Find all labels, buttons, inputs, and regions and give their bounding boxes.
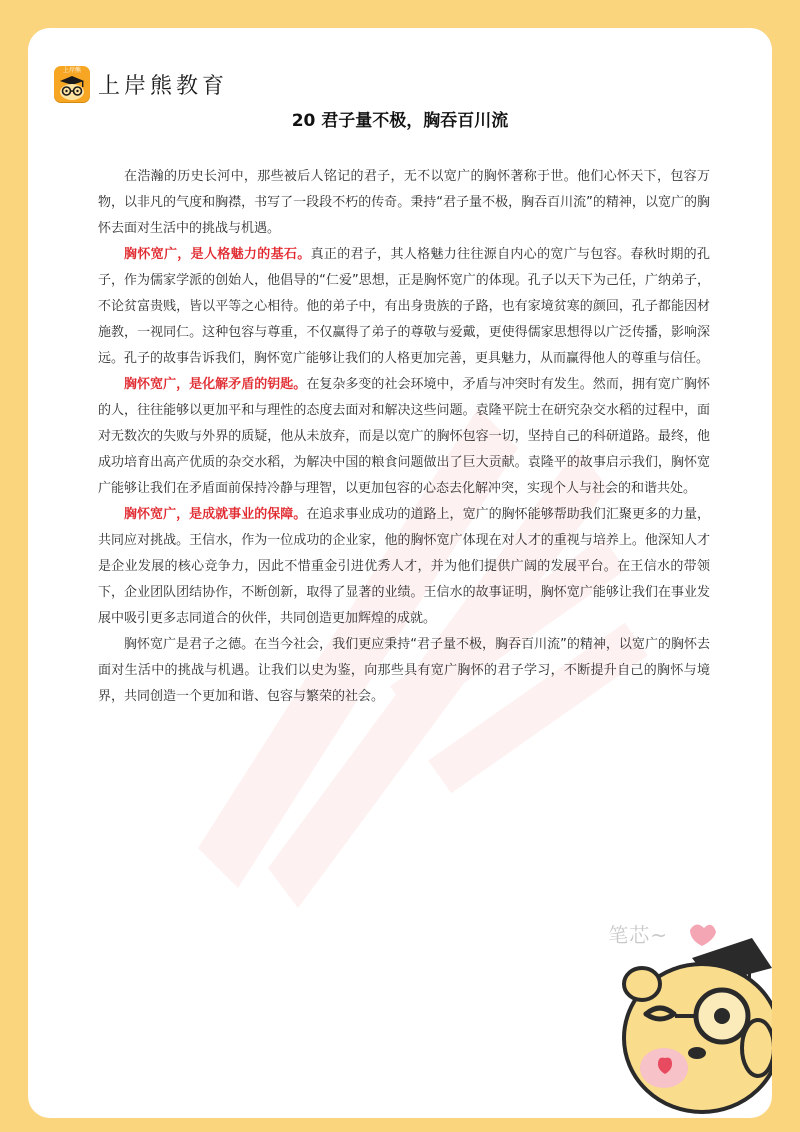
bear-mascot-icon: [572, 888, 772, 1118]
section-body: 真正的君子，其人格魅力往往源自内心的宽广与包容。春秋时期的孔子，作为儒家学派的创始人，他倡导的“仁爱”思想，正是胸怀宽广的体现。孔子以天下为己任，广纳弟子，不论贫富贵贱，皆以平等之心相待。他的弟子中，有出身贵族的子路，也有家境贫寒的颜回，孔子都能因材施教，一视同仁。这种包容与尊重，不仅赢得了弟子的尊敬与爱戴，更使得儒家思想得以广泛传播，影响深远。孔子的故事告诉我们，胸怀宽广能够让我们的人格更加完善，更具魅力，从而赢得他人的尊重与信任。: [98, 247, 710, 366]
logo-tag: 上岸熊: [62, 67, 81, 74]
brand-header: [54, 66, 228, 102]
article-body: [98, 164, 710, 710]
section-paragraph: [98, 242, 710, 372]
bear-graduate-icon: [54, 66, 90, 102]
section-lead: 胸怀宽广，是人格魅力的基石。: [124, 247, 311, 262]
section-lead: 胸怀宽广，是化解矛盾的钥匙。: [124, 377, 307, 392]
article-title: 20 君子量不极，胸吞百川流: [291, 111, 509, 131]
section-body: 在追求事业成功的道路上，宽广的胸怀能够帮助我们汇聚更多的力量，共同应对挑战。王信水，作为一位成功的企业家，他的胸怀宽广体现在对人才的重视与培养上。他深知人才是企业发展的核心竞争力，因此不惜重金引进优秀人才，并为他们提供广阔的发展平台。在王信水的带领下，企业团队团结协作，不断创新，取得了显著的业绩。王信水的故事证明，胸怀宽广能够让我们在事业发展中吸引更多志同道合的伙伴，共同创造更加辉煌的成就。: [98, 507, 710, 626]
section-lead: 胸怀宽广，是成就事业的保障。: [124, 507, 307, 522]
intro-paragraph: 在浩瀚的历史长河中，那些被后人铭记的君子，无不以宽广的胸怀著称于世。他们心怀天下，包容万物，以非凡的气度和胸襟，书写了一段段不朽的传奇。秉持“君子量不极，胸吞百川流”的精神，以宽广的胸怀去面对生活中的挑战与机遇。: [98, 169, 710, 236]
conclusion-paragraph: 胸怀宽广是君子之德。在当今社会，我们更应秉持“君子量不极，胸吞百川流”的精神，以宽广的胸怀去面对生活中的挑战与机遇。让我们以史为鉴，向那些具有宽广胸怀的君子学习，不断提升自己的胸怀与境界，共同创造一个更加和谐、包容与繁荣的社会。: [98, 637, 710, 704]
brand-name: 上岸熊教育: [98, 73, 229, 99]
document-page: [28, 28, 772, 1118]
section-paragraph: [98, 502, 710, 632]
mascot-caption: 笔芯~: [608, 923, 668, 947]
section-body: 在复杂多变的社会环境中，矛盾与冲突时有发生。然而，拥有宽广胸怀的人，往往能够以更加平和与理性的态度去面对和解决这些问题。袁隆平院士在研究杂交水稻的过程中，面对无数次的失败与外界的质疑，他从未放弃，而是以宽广的胸怀包容一切，坚持自己的科研道路。最终，他成功培育出高产优质的杂交水稻，为解决中国的粮食问题做出了巨大贡献。袁隆平的故事启示我们，胸怀宽广能够让我们在矛盾面前保持冷静与理智，以更加包容的心态去化解冲突，实现个人与社会的和谐共处。: [98, 377, 710, 496]
section-paragraph: [98, 372, 710, 502]
